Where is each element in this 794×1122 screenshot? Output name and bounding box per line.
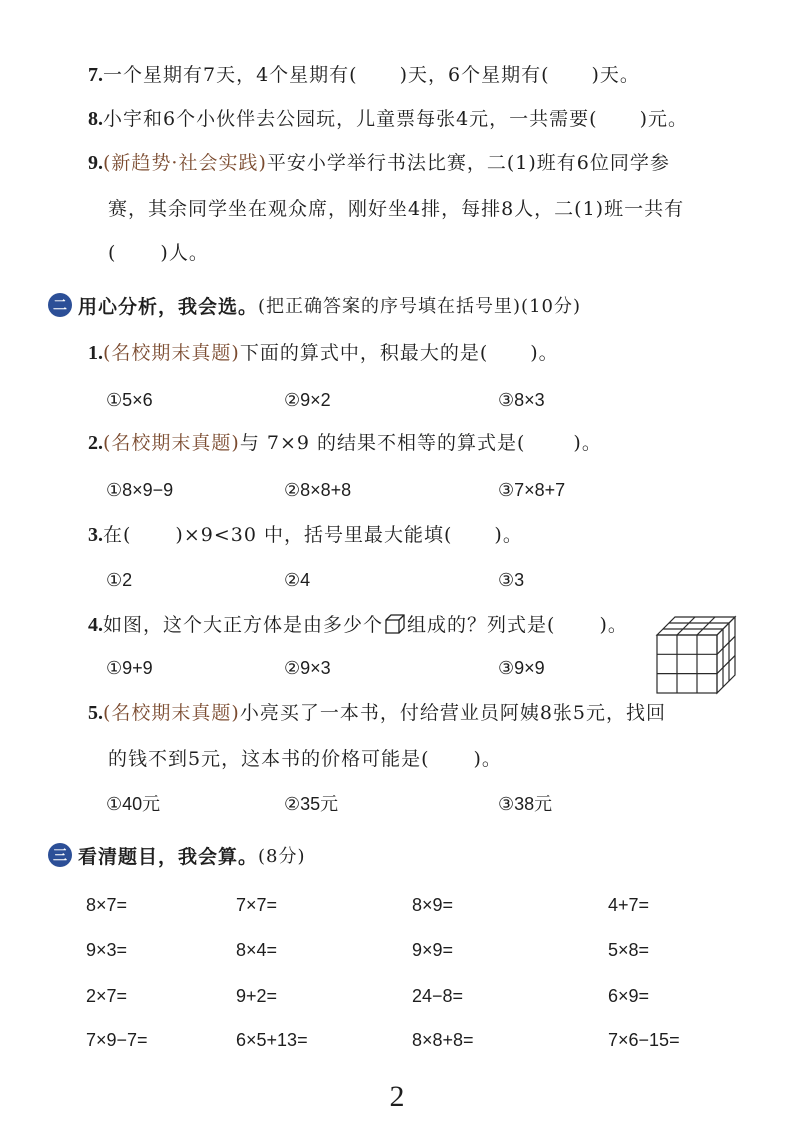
section-title: 看清题目，我会算。	[78, 845, 259, 868]
small-cube-icon	[385, 614, 405, 634]
section-2-header	[48, 290, 581, 320]
question-text: 小亮买了一本书，付给营业员阿姨8张5元，找回	[239, 702, 667, 724]
question-text: )。	[599, 614, 628, 636]
question-text: 下面的算式中，积最大的是(	[239, 342, 489, 364]
question-text: )人。	[160, 242, 209, 264]
question-text: )×9<30 中，括号里最大能填(	[175, 524, 453, 546]
option-1[interactable]: ①9+9	[106, 658, 153, 678]
section-badge: 二	[48, 293, 72, 317]
question-tag: (名校期末真题)	[103, 702, 240, 724]
section-note: (8分)	[258, 846, 306, 867]
question-number: 4.	[88, 614, 103, 636]
question-text: )。	[530, 342, 559, 364]
question-text: 的钱不到5元，这本书的价格可能是(	[108, 748, 430, 770]
calc-item[interactable]: 8×9=	[412, 895, 454, 915]
section-title: 用心分析，我会选。	[78, 295, 259, 318]
question-number: 7.	[88, 64, 103, 86]
option-1[interactable]: ①5×6	[106, 390, 153, 410]
question-number: 2.	[88, 432, 103, 454]
option-3[interactable]: ③9×9	[498, 658, 545, 678]
section-badge: 三	[48, 843, 72, 867]
question-text: 组成的？列式是(	[407, 614, 556, 636]
question-number: 5.	[88, 702, 103, 724]
choice-question-1	[88, 340, 559, 366]
question-number: 9.	[88, 152, 103, 174]
calc-item[interactable]: 8×7=	[86, 895, 128, 915]
calc-item[interactable]: 7×9−7=	[86, 1030, 148, 1050]
question-text: )天，6个星期有(	[399, 64, 550, 86]
question-text: )天。	[591, 64, 640, 86]
question-text: 小宇和6个小伙伴去公园玩，儿童票每张4元，一共需要(	[103, 108, 598, 130]
question-text: 平安小学举行书法比赛，二(1)班有6位同学参	[266, 152, 670, 174]
question-text: 在(	[103, 524, 132, 546]
question-text: (	[108, 242, 117, 264]
section-3-header	[48, 840, 306, 870]
calc-item[interactable]: 9×3=	[86, 940, 128, 960]
question-text: 与 7×9 的结果不相等的算式是(	[239, 432, 526, 454]
option-3[interactable]: ③3	[498, 570, 525, 590]
option-3[interactable]: ③7×8+7	[498, 480, 566, 500]
calc-item[interactable]: 24−8=	[412, 986, 464, 1006]
calc-item[interactable]: 7×7=	[236, 895, 278, 915]
calc-item[interactable]: 5×8=	[608, 940, 650, 960]
calc-item[interactable]: 8×4=	[236, 940, 278, 960]
page-number: 2	[389, 1080, 405, 1113]
option-2[interactable]: ②4	[284, 570, 311, 590]
question-number: 3.	[88, 524, 103, 546]
choice-question-2	[88, 430, 602, 456]
question-tag: (名校期末真题)	[103, 432, 240, 454]
choice-question-5	[88, 700, 666, 726]
calc-item[interactable]: 6×5+13=	[236, 1030, 308, 1050]
option-2[interactable]: ②9×2	[284, 390, 331, 410]
question-9	[88, 150, 670, 176]
option-1[interactable]: ①2	[106, 570, 133, 590]
question-tag: (名校期末真题)	[103, 342, 240, 364]
choice-question-4	[88, 612, 628, 638]
question-9-line-3	[108, 240, 209, 266]
option-2[interactable]: ②35元	[284, 794, 339, 814]
section-note: (把正确答案的序号填在括号里)(10分)	[258, 296, 582, 317]
calc-item[interactable]: 7×6−15=	[608, 1030, 680, 1050]
option-1[interactable]: ①8×9−9	[106, 480, 174, 500]
calc-item[interactable]: 9+2=	[236, 986, 278, 1006]
calc-item[interactable]: 8×8+8=	[412, 1030, 474, 1050]
option-3[interactable]: ③38元	[498, 794, 553, 814]
question-text: 一个星期有7天，4个星期有(	[103, 64, 358, 86]
question-tag: (新趋势·社会实践)	[103, 152, 267, 174]
question-text: 如图，这个大正方体是由多少个	[103, 614, 384, 636]
question-text: )。	[473, 748, 502, 770]
question-7	[88, 62, 640, 88]
option-2[interactable]: ②8×8+8	[284, 480, 352, 500]
question-number: 1.	[88, 342, 103, 364]
question-text: )元。	[639, 108, 689, 130]
calc-item[interactable]: 6×9=	[608, 986, 650, 1006]
calc-item[interactable]: 9×9=	[412, 940, 454, 960]
option-3[interactable]: ③8×3	[498, 390, 545, 410]
calc-item[interactable]: 2×7=	[86, 986, 128, 1006]
question-8	[88, 106, 688, 132]
choice-question-5-line-2	[108, 746, 502, 772]
question-text: )。	[494, 524, 523, 546]
choice-question-3	[88, 522, 523, 548]
big-cube-figure	[655, 615, 741, 695]
option-1[interactable]: ①40元	[106, 794, 161, 814]
calc-item[interactable]: 4+7=	[608, 895, 650, 915]
option-2[interactable]: ②9×3	[284, 658, 331, 678]
question-text: )。	[573, 432, 602, 454]
question-number: 8.	[88, 108, 103, 130]
question-9-line-2: 赛，其余同学坐在观众席，刚好坐4排，每排8人，二(1)班一共有	[108, 198, 685, 220]
